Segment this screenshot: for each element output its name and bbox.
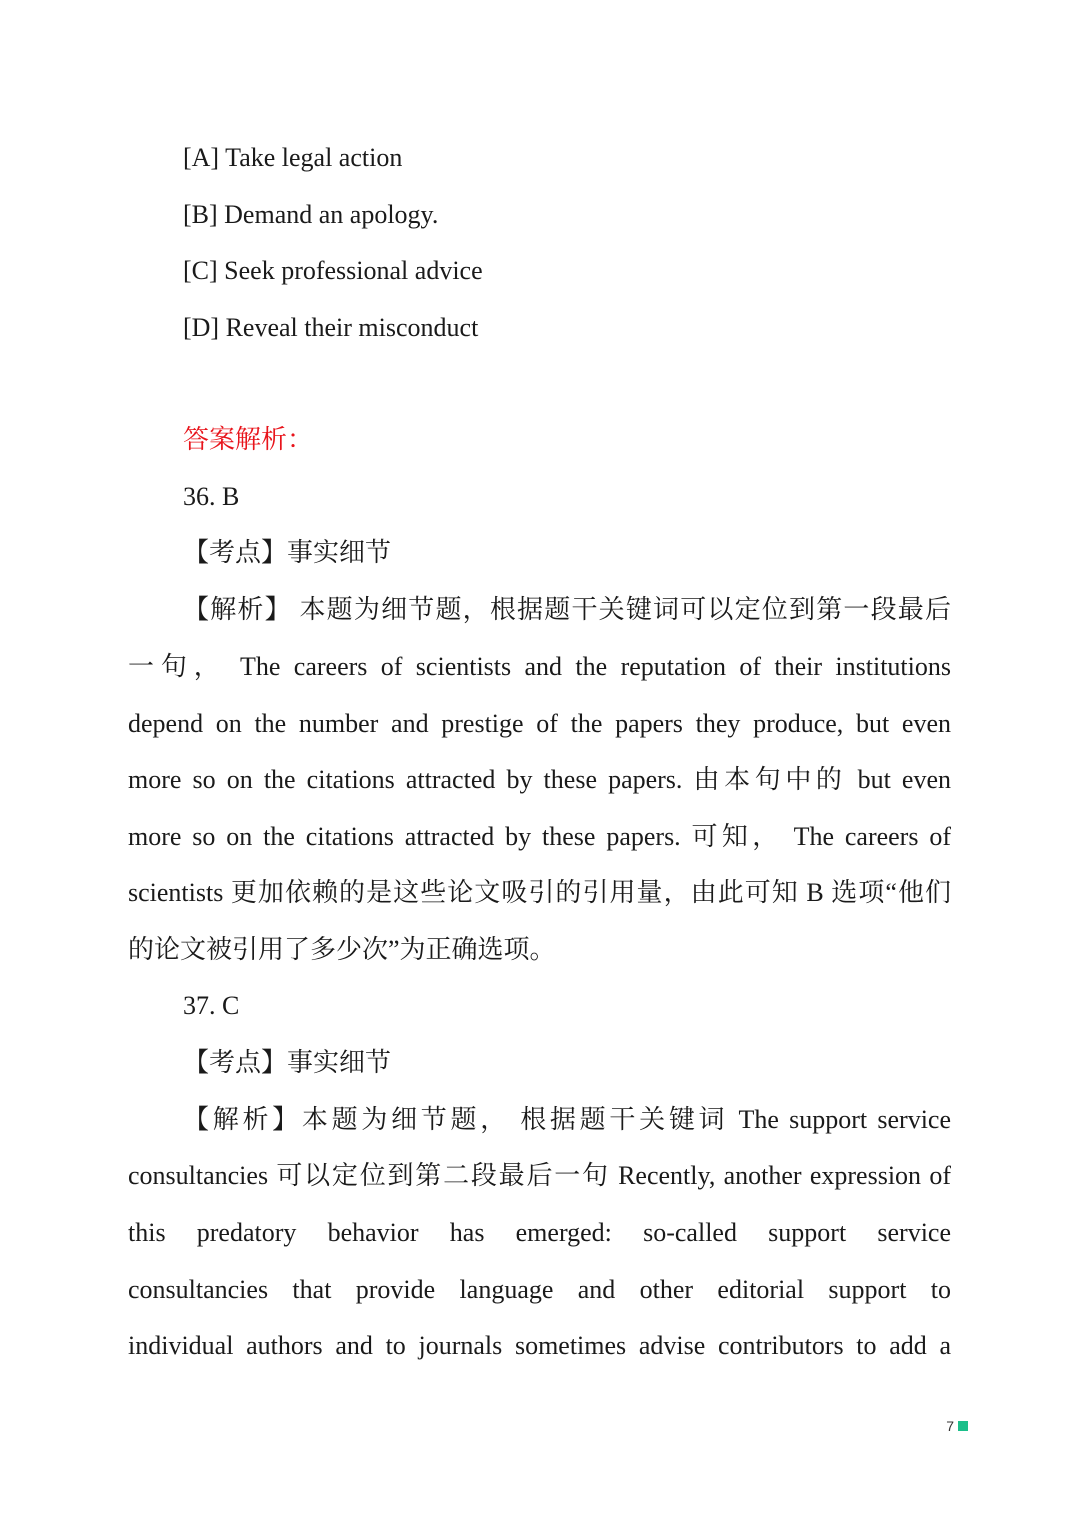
q36-explanation-line: depend on the number and prestige of the papers they produce, but even (128, 709, 951, 738)
option-d: [D] Reveal their misconduct (183, 313, 479, 342)
q37-explanation-line: individual authors and to journals sometimes advise contributors to add a (128, 1331, 951, 1360)
q36-answer: 36. B (183, 482, 240, 511)
page-marker-icon (958, 1421, 968, 1431)
q37-answer: 37. C (183, 991, 240, 1020)
page-number-text: 7 (946, 1418, 954, 1434)
q36-point: 【考点】事实细节 (183, 538, 392, 567)
page-number (946, 1418, 968, 1434)
q36-explanation-line: more so on the citations attracted by these papers. 可知， The careers of (128, 822, 951, 851)
option-a: [A] Take legal action (183, 143, 403, 172)
q36-explanation-line: 的论文被引用了多少次”为正确选项。 (128, 935, 556, 964)
q36-explanation-line: 【解析】 本题为细节题，根据题干关键词可以定位到第一段最后 (183, 595, 951, 624)
q36-explanation-line: scientists 更加依赖的是这些论文吸引的引用量，由此可知 B 选项“他们 (128, 878, 951, 907)
q36-explanation-line: 一句， The careers of scientists and the reputation of their institutions (128, 652, 951, 681)
analysis-heading: 答案解析： (183, 425, 314, 454)
option-c: [C] Seek professional advice (183, 256, 483, 285)
q37-explanation-line: consultancies 可以定位到第二段最后一句 Recently, another expression of (128, 1161, 951, 1190)
q37-explanation-line: 【解析】本题为细节题， 根据题干关键词 The support service (183, 1105, 951, 1134)
q37-explanation-line: consultancies that provide language and other editorial support to (128, 1275, 951, 1304)
q37-explanation-line: this predatory behavior has emerged: so-called support service (128, 1218, 951, 1247)
q37-point: 【考点】事实细节 (183, 1048, 392, 1077)
option-b: [B] Demand an apology. (183, 200, 439, 229)
q36-explanation-line: more so on the citations attracted by these papers. 由本句中的 but even (128, 765, 951, 794)
